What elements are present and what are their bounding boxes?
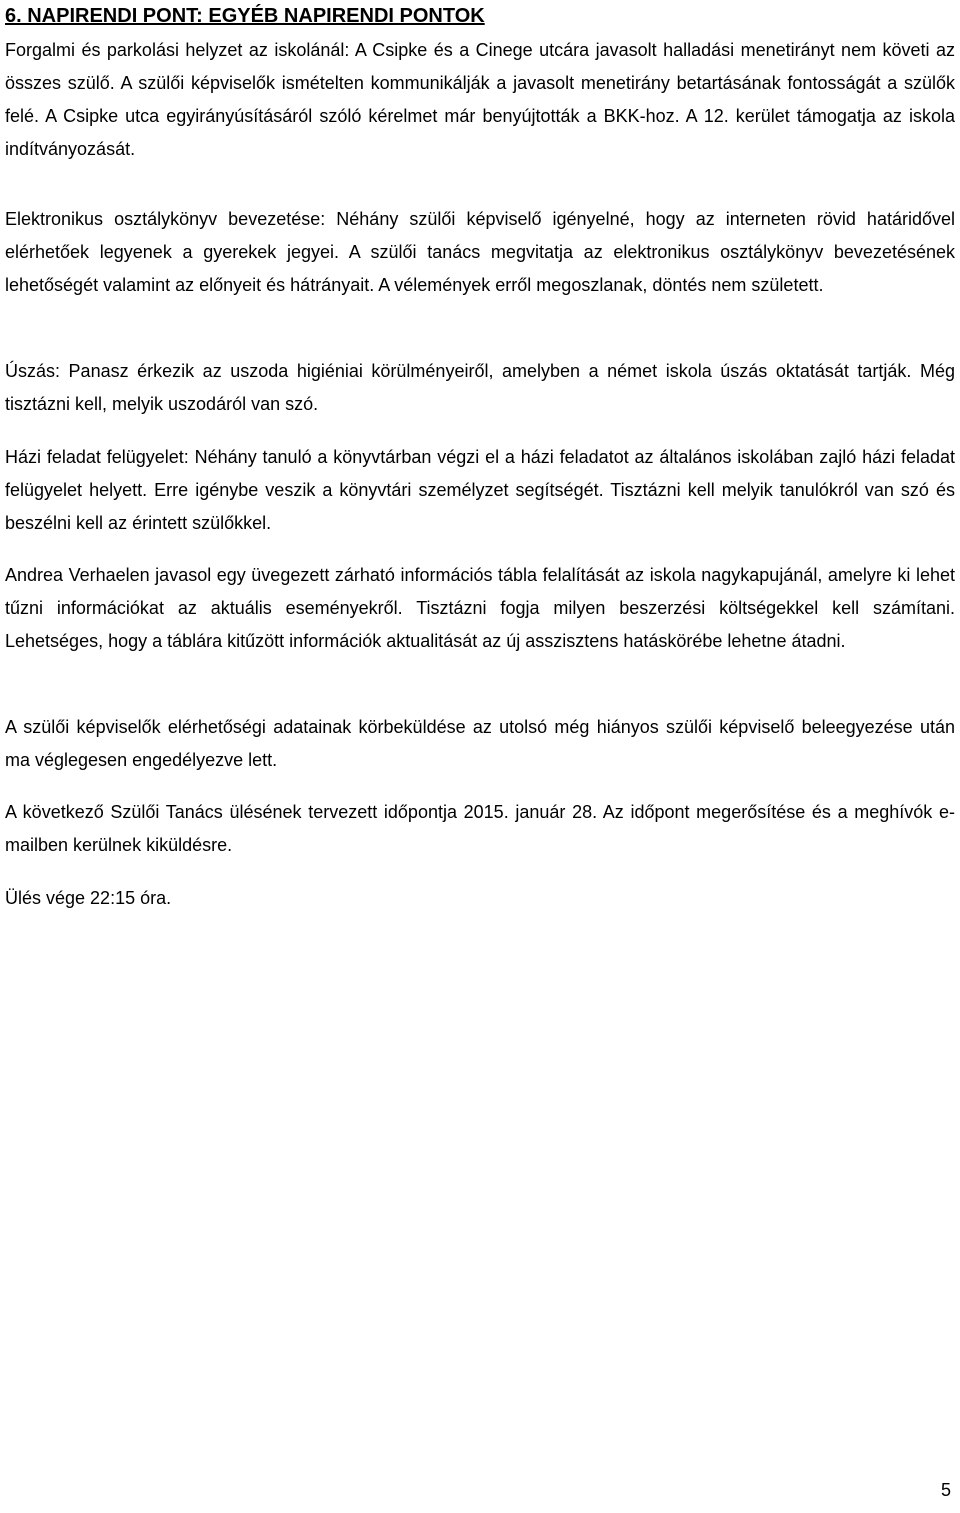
paragraph-next-meeting: A következő Szülői Tanács ülésének tervezett időpontja 2015. január 28. Az időpont megerősítése és a meghívók e-mailben kerülnek kiküldésre.: [5, 802, 955, 855]
paragraph-homework-supervision: Házi feladat felügyelet: Néhány tanuló a könyvtárban végzi el a házi feladatot az általános iskolában zajló házi feladat felügyelet helyett. Erre igénybe veszik a könyvtári személyzet segítségét. Tisztázni kell melyik tanulókról van szó és beszélni kell az érintett szülőkkel.: [5, 447, 955, 533]
paragraph-electronic-gradebook: Elektronikus osztálykönyv bevezetése: Néhány szülői képviselő igényelné, hogy az interneten rövid határidővel elérhetőek legyenek a gyerekek jegyei. A szülői tanács megvitatja az elektronikus osztálykönyv bevezetésének lehetőségét valamint az előnyeit és hátrányait. A vélemények erről megoszlanak, döntés nem született.: [5, 209, 955, 295]
paragraph-meeting-end: Ülés vége 22:15 óra.: [5, 888, 172, 908]
paragraph-traffic-parking: Forgalmi és parkolási helyzet az iskolánál: A Csipke és a Cinege utcára javasolt halladási menetirányt nem követi az összes szülő. A szülői képviselők ismételten kommunikálják a javasolt menetirány betartásának fontosságát a szülők felé. A Csipke utca egyirányúsításáról szóló kérelmet már benyújtották a BKK-hoz. A 12. kerület támogatja az iskola indítványozását.: [5, 40, 955, 159]
section-heading: 6. NAPIRENDI PONT: EGYÉB NAPIRENDI PONTOK: [5, 5, 485, 27]
paragraph-contact-data: A szülői képviselők elérhetőségi adatainak körbeküldése az utolsó még hiányos szülői képviselő beleegyezése után ma véglegesen engedélyezve lett.: [5, 717, 955, 770]
page-number: 5: [940, 1480, 951, 1500]
document-page: [5, 0, 955, 1513]
paragraph-swimming: Úszás: Panasz érkezik az uszoda higiéniai körülményeiről, amelyben a német iskola úszás oktatását tartják. Még tisztázni kell, melyik uszodáról van szó.: [5, 361, 955, 414]
paragraph-information-board: Andrea Verhaelen javasol egy üvegezett zárható információs tábla felalítását az iskola nagykapujánál, amelyre ki lehet tűzni információkat az aktuális eseményekről. Tisztázni fogja milyen beszerzési költségekkel kell számítani. Lehetséges, hogy a táblára kitűzött információk aktualitását az új asszisztens hatáskörébe lehetne átadni.: [5, 565, 955, 651]
